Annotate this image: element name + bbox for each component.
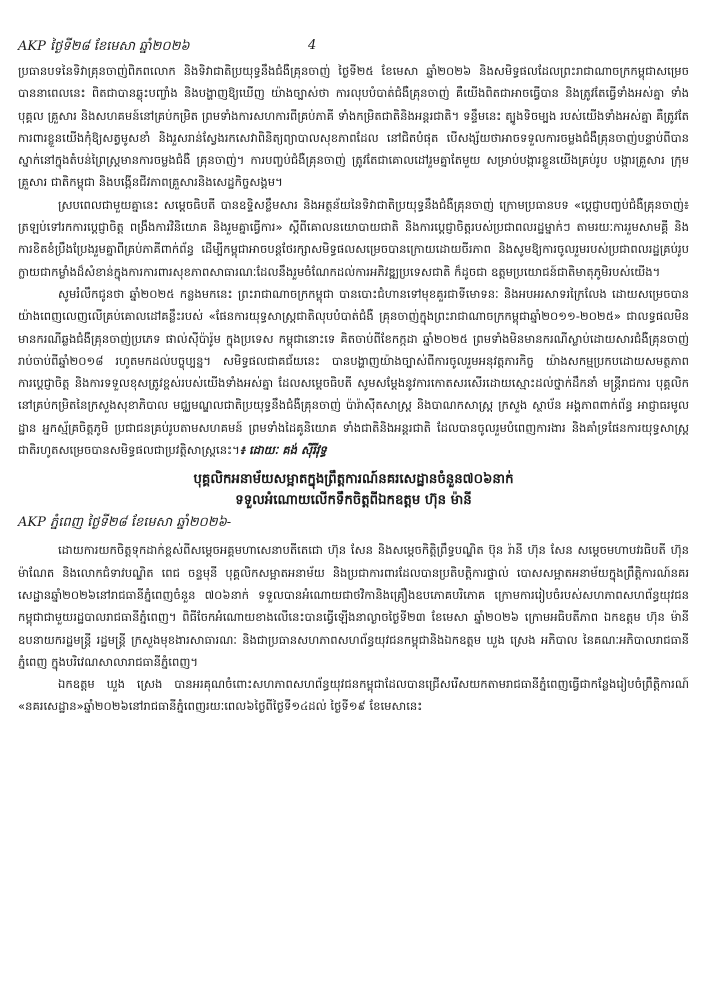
article1-paragraph-3-text: សូមរំលឹកជូនថា ឆ្នាំ២០២៥ កន្លងមកនេះ ព្រះរាជាណាចក្រកម្ពុជា បានបោះជំហានទៅមុខគួរជាទីមោទនៈ និងអបអរសាទរក្រៃលែង ដោយសម្រេចបានយ៉ាងពេញលេញលើគ្រប់គោលដៅគន្លឹះរបស់ «ផែនការយុទ្ធសាស្រ្តជាតិលុបបំបាត់ជំងឺ គ្រុនចាញ់ក្នុងព្រះរាជាណាចក្រកម្ពុជាឆ្នាំ២០១១-២០២៥» ជាលទ្ធផលមិនមានករណីឆ្លងជំងឺគ្រុនចាញ់ប្រភេទ ផាល់ស៊ីប៉ារ៉ូម ក្នុងប្រទេស កម្ពុជានោះទេ គិតចាប់ពីខែកក្កដា ឆ្នាំ២០២៥ ព្រមទាំងមិនមានករណីស្លាប់ដោយសារជំងឺគ្រុនចាញ់ រាប់ចាប់ពីឆ្នាំ២០១៨ រហូតមកដល់បច្ចុប្បន្ន។ សមិទ្ធផលជាគជ័យនេះ បានបង្ហាញយ៉ាងច្បាស់ពីការចូលរួមអនុវត្តភារកិច្ច យ៉ាងសកម្មប្រកបដោយសមត្ថភាព ការប្តេជ្ញាចិត្ត និងការទទួលខុសត្រូវខ្ពស់របស់យើងទាំងអស់គ្នា ដែលសម្តេចធិបតី សូមសម្តែងនូវការកោតសរសើរដោយស្មោះដល់ថ្នាក់ដឹកនាំ មន្រ្តីរាជការ បុគ្គលិកនៅគ្រប់កម្រិតនៃក្រសួងសុខាភិបាល មជ្ឈមណ្ឌលជាតិប្រយុទ្ធនឹងជំងឺគ្រុនចាញ់ ប៉ារ៉ាស៊ីតសាស្រ្ត និងបាណកសាស្រ្ត ក្រសួង ស្ថាប័ន អង្គភាពពាក់ព័ន្ធ អាជ្ញាធរមូលដ្ឋាន អ្នកស្ម័គ្រចិត្តភូមិ ប្រជាជនគ្រប់រូបតាមសហគមន៍ ព្រមទាំងដៃគូនិយោគ ទាំងជាតិនិងអន្តរជាតិ ដែលបានចូលរួមបំពេញការងារ និងគាំទ្រផែនការយុទ្ធសាស្រ្តជាតិរហូតសម្រេចបានសមិទ្ធផលជាប្រវត្តិសាស្ត្រនេះ។	[18, 286, 689, 458]
article2-headline-line-1: បុគ្គលិកអនាម័យសម្អាតក្នុងព្រឹត្តការណ៍នគរសេដ្ឋានចំនួន៧០៦នាក់	[193, 472, 514, 488]
article1-paragraph-3	[18, 283, 689, 461]
article2-paragraph-1: ដោយការយកចិត្តទុកដាក់ខ្ពស់ពីសម្តេចអគ្គមហាសេនាបតីតេជោ ហ៊ុន សែន និងសម្តេចកិត្តិព្រឹទ្ធបណ្ឌិត ប៊ុន រ៉ានី ហ៊ុន សែន សម្តេចមហាបវរធិបតី ហ៊ុន ម៉ាណែត និងលោកជំទាវបណ្ឌិត ពេជ ចន្ទមុនី បុគ្គលិកសម្អាតអនាម័យ និងប្រជាការពារដែលបានប្រតិបត្តិការផ្ទាល់ បោសសម្អាតអនាម័យក្នុងព្រឹត្តិការណ៍នគរសេដ្ឋានឆ្នាំ២០២៦នៅរាជធានីភ្នំពេញចំនួន ៧០៦នាក់ ទទួលបានអំណោយជាថវិកានិងគ្រឿងឧបភោគបរិភោគ ក្រោមការរៀបចំរបស់សហភាពសហព័ន្ធយុវជនកម្ពុជាជាមួយរដ្ឋបាលរាជធានីភ្នំពេញ។ ពិធីចែកអំណោយខាងលើនេះបានធ្វើឡើងនាល្ងាចថ្ងៃទី២៣ ខែមេសា ឆ្នាំ២០២៦ ក្រោមអធិបតីភាព ឯកឧត្តម ហ៊ុន ម៉ានី ឧបនាយករដ្ឋមន្ត្រី រដ្ឋមន្ត្រី ក្រសួងមុខងារសាធារណៈ និងជាប្រធានសហភាពសហព័ន្ធយុវជនកម្ពុជានិងឯកឧត្តម ឃួង ស្រេង អភិបាល នៃគណៈអភិបាលរាជធានីភ្នំពេញ ក្នុងបរិវេណសាលារាជធានីភ្នំពេញ។	[18, 543, 689, 669]
article2-dateline: AKP ភ្នំពេញ ថ្ងៃទី២៨ ខែមេសា ឆ្នាំ២០២៦-	[18, 515, 232, 531]
article-cleaning-staff	[18, 469, 689, 717]
article2-headline-line-2: ទទួលអំណោយលើកទឹកចិត្តពីឯកឧត្តម ហ៊ុន ម៉ានី	[235, 493, 472, 509]
page-header	[18, 34, 689, 60]
header-dateline: AKP ថ្ងៃទី២៨ ខែមេសា ឆ្នាំ២០២៦	[18, 39, 190, 54]
article1-author: ៖ ដោយៈ គង់ ស៊ីរីវុទ្ធ	[239, 443, 327, 458]
article2-paragraph-2: ឯកឧត្តម ឃួង ស្រេង បានអរគុណចំពោះសហភាពសហព័ន្ធយុវជនកម្ពុជាដែលបានជ្រើសរើសយកតាមរាជធានីភ្នំពេញធ្វើជាកន្លែងរៀបចំព្រឹត្តិការណ៍ «នគរសេដ្ឋាន»ឆ្នាំ២០២៦នៅរាជធានីភ្នំពេញរយៈពេល៦ថ្ងៃពីថ្ងៃទី១៤ដល់ ថ្ងៃទី១៩ ខែមេសានេះ	[18, 677, 689, 714]
article2-headline	[18, 469, 689, 511]
article-malaria-day	[18, 60, 689, 461]
page-number: 4	[308, 38, 317, 53]
article1-paragraph-2: ស្របពេលជាមួយគ្នានេះ សម្តេចធិបតី បានឧទ្ទិសខ្លឹមសារ និងអត្ថន័យនៃទិវាជាតិប្រយុទ្ធនឹងជំងឺគ្រុនចាញ់ ក្រោមប្រធានបទ «ប្តេជ្ញាបញ្ចប់ជំងឺគ្រុនចាញ់៖ ត្រឡប់ទៅរកការប្តេជ្ញាចិត្ត ពង្រឹងការវិនិយោគ និងរួមគ្នាធ្វើការ» ស្តីពីគោលនយោបាយជាតិ និងការប្តេជ្ញាចិត្តរបស់ប្រជាពលរដ្ឋម្នាក់ៗ តាមរយៈការរួមសាមគ្គី និងការខិតខំប្រឹងប្រែងរួមគ្នាពីគ្រប់ភាគីពាក់ព័ន្ធ ដើម្បីកម្ពុជាអាចបន្តថែរក្សាសមិទ្ធផលសម្រេចបានក្រោយដោយចីរភាព និងសូមឱ្យការចូលរួមរបស់ប្រជាពលរដ្ឋគ្រប់រូប ក្លាយជាកម្លាំងដ៏សំខាន់ក្នុងការការពារសុខភាពសាធារណៈដែលនឹងរួមចំណែកដល់ការអភិវឌ្ឍប្រទេសជាតិ ក៏ដូចជា ឧត្តមប្រយោជន៍ជាតិមាតុភូមិរបស់យើង។	[18, 197, 689, 279]
article1-paragraph-1: ប្រធានបទនៃទិវាគ្រុនចាញ់ពិភពលោក និងទិវាជាតិប្រយុទ្ធនឹងជំងឺគ្រុនចាញ់ ថ្ងៃទី២៥ ខែមេសា ឆ្នាំ២០២៦ និងសមិទ្ធផលដែលព្រះរាជាណាចក្រកម្ពុជាសម្រេចបាននាពេលនេះ ពិតជាបានឆ្លុះបញ្ចាំង និងបង្ហាញឱ្យឃើញ យ៉ាងច្បាស់ថា ការលុបបំបាត់ជំងឺគ្រុនចាញ់ គឺយើងពិតជាអាចធ្វើបាន និងត្រូវតែធ្វើទាំងអស់គ្នា ទាំងបុគ្គល គ្រួសារ និងសហគមន៍នៅគ្រប់កម្រិត ព្រមទាំងការសហការពីគ្រប់ភាគី ទាំងកម្រិតជាតិនិងអន្តរជាតិ។ ទន្ទឹមនេះ ត្បូងទិចម្បង របស់យើងទាំងអស់គ្នា គឺត្រូវតែការពារខ្លួនយើងកុំឱ្យសត្វមូសខាំ និងរួសរាន់ស្វែងរកសេវាពិនិត្យព្យាបាលសុខភាពដែល នៅជិតបំផុត បើសង្ស័យថាអាចទទួលការចម្លងជំងឺគ្រុនចាញ់បន្ទាប់ពីបានស្នាក់នៅក្នុងតំបន់ព្រៃស្រ្តមានការចម្លងជំងឺ គ្រុនចាញ់។ ការបញ្ចប់ជំងឺគ្រុនចាញ់ ត្រូវតែជាគោលដៅរួមគ្នាតែមួយ សម្រាប់បង្ការខ្លួនយើងគ្រប់រូប បង្ការគ្រួសារ ក្រុមគ្រួសារ ជាតិកម្ពុជា និងបង្កើនជីវភាពគ្រួសារនិងសេដ្ឋកិច្ចសង្គម។	[18, 64, 689, 190]
